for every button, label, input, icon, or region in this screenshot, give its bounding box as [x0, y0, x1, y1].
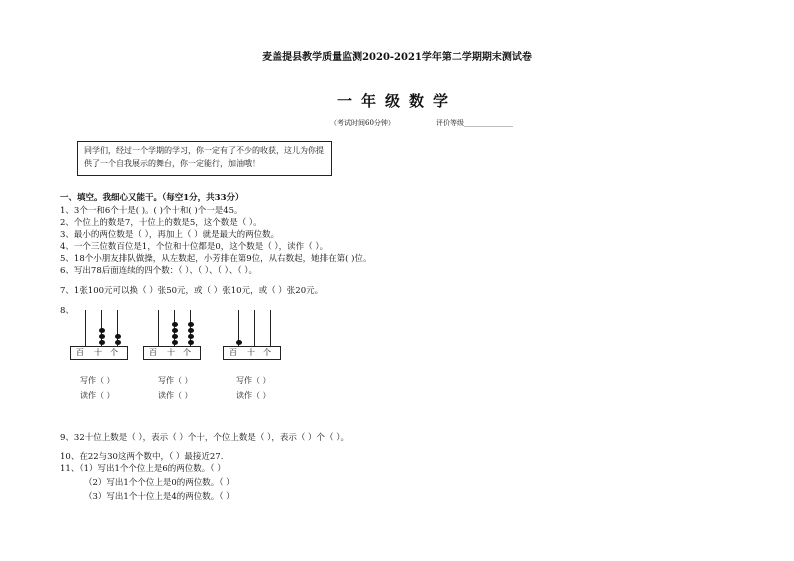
abacus-base-2 [143, 346, 201, 360]
place-label: 十 [167, 348, 175, 357]
abacus-bead [115, 340, 121, 345]
question-11-part-3: （3）写出1个十位上是4的两位数。（ ） [84, 492, 235, 502]
abacus-rod [85, 310, 86, 346]
intro-box: 同学们，经过一个学期的学习，你一定有了不少的收获，这儿为你提供了一个自我展示的舞台，你一定能行，加油哦！ [77, 141, 332, 176]
question-11-part-2: （2）写出1个个位上是0的两位数。（ ） [84, 478, 235, 488]
abacus-rod [270, 310, 271, 346]
abacus-bead [172, 322, 178, 327]
place-label: 个 [263, 348, 271, 357]
abacus-2-read: 读作（ ） [158, 391, 193, 400]
abacus-bead [172, 328, 178, 333]
abacus-rod [158, 310, 159, 346]
abacus-1-write: 写作（ ） [80, 376, 115, 385]
time-note: （考试时间60分钟） [330, 119, 395, 127]
place-label: 百 [149, 348, 157, 357]
question-3: 3、最小的两位数是（ ），再加上（ ）就是最大的两位数。 [60, 230, 280, 240]
abacus-bead [172, 340, 178, 345]
abacus-rod [254, 310, 255, 346]
abacus-bead [188, 340, 194, 345]
place-label: 个 [110, 348, 118, 357]
question-8: 8、 [60, 306, 74, 316]
abacus-base-1 [70, 346, 128, 360]
abacus-2-write: 写作（ ） [158, 376, 193, 385]
abacus-bead [236, 340, 242, 345]
place-label: 十 [94, 348, 102, 357]
abacus-bead [172, 334, 178, 339]
question-10: 10、在22与30这两个数中，（ ）最接近27. [60, 452, 224, 462]
abacus-1-read: 读作（ ） [80, 391, 115, 400]
abacus-bead [99, 340, 105, 345]
question-5: 5、18个小朋友排队做操，从左数起，小芳排在第9位，从右数起，她排在第( )位。 [60, 254, 372, 264]
section1-title: 一、填空。我细心又能干。（每空1分，共33分） [60, 193, 244, 203]
question-11: 11、（1）写出1个个位上是6的两位数。（ ） [60, 464, 226, 474]
abacus-bead [99, 328, 105, 333]
abacus-bead [115, 334, 121, 339]
place-label: 个 [183, 348, 191, 357]
question-4: 4、一个三位数百位是1，个位和十位都是0，这个数是（ ），读作（ ）。 [60, 242, 329, 252]
question-9: 9、32十位上数是（ ），表示（ ）个十，个位上数是（ ），表示（ ）个（ ）。 [60, 433, 349, 443]
question-7: 7、1张100元可以换（ ）张50元，或（ ）张10元，或（ ）张20元。 [60, 286, 324, 296]
grade-label: 评价等级______________ [436, 119, 513, 127]
abacus-bead [99, 334, 105, 339]
abacus-bead [188, 328, 194, 333]
abacus-base-3 [223, 346, 281, 360]
question-1: 1、3个一和6个十是( )。( )个十和( )个一是45。 [60, 206, 243, 216]
question-6: 6、写出78后面连续的四个数：（ ）、（ ）、（ ）、（ ）。 [60, 266, 258, 276]
question-2: 2、个位上的数是7，十位上的数是5，这个数是（ ）。 [60, 218, 262, 228]
subject-title: 一年级数学 [336, 92, 457, 110]
place-label: 百 [76, 348, 84, 357]
abacus-3-read: 读作（ ） [236, 391, 271, 400]
abacus-bead [188, 334, 194, 339]
exam-title: 麦盖提县教学质量监测2020-2021学年第二学期期末测试卷 [262, 52, 532, 63]
abacus-bead [188, 322, 194, 327]
place-label: 十 [247, 348, 255, 357]
abacus-3-write: 写作（ ） [236, 376, 271, 385]
place-label: 百 [229, 348, 237, 357]
